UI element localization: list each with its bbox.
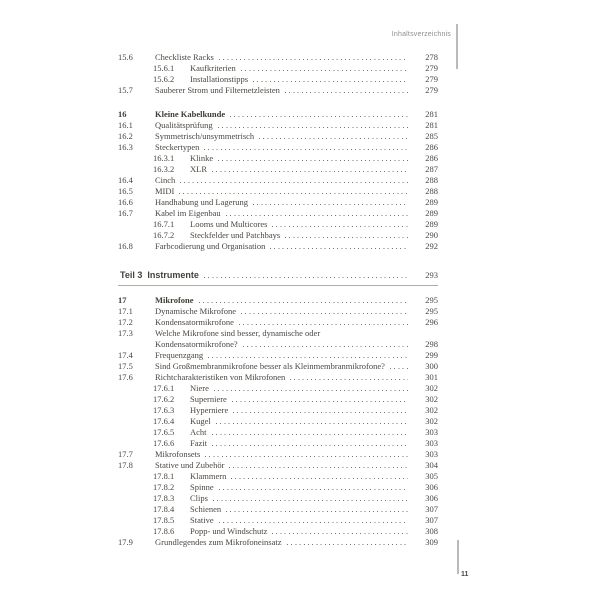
entry-number: 17.6.4 [153, 416, 175, 426]
entry-title: Farbcodierung und Organisation [155, 241, 266, 251]
entry-number: 17.6.1 [153, 383, 175, 393]
entry-number: 16.7.2 [153, 230, 175, 240]
dotted-leader [272, 226, 408, 227]
toc-row [118, 438, 438, 449]
toc-row [118, 482, 438, 493]
entry-title: Hyperniere [190, 405, 229, 415]
entry-page: 302 [425, 416, 438, 426]
entry-page: 301 [425, 372, 438, 382]
entry-number: 17.3 [118, 328, 133, 338]
entry-title: Kleine Kabelkunde [155, 109, 226, 119]
entry-page: 289 [425, 197, 438, 207]
dotted-leader [325, 335, 408, 336]
dotted-leader [218, 127, 408, 128]
entry-page: 278 [425, 52, 438, 62]
toc-row [118, 74, 438, 85]
entry-number: 17.6.2 [153, 394, 175, 404]
entry-title: Grundlegendes zum Mikrofoneinsatz [155, 537, 282, 547]
toc-row [118, 515, 438, 526]
entry-number: 16.3.1 [153, 153, 175, 163]
entry-number: 16.4 [118, 175, 133, 185]
entry-title: Klinke [190, 153, 214, 163]
dotted-leader [230, 116, 408, 117]
entry-number: 15.6 [118, 52, 133, 62]
toc-row [118, 372, 438, 383]
dotted-leader [226, 511, 408, 512]
entry-number: 17.4 [118, 350, 133, 360]
entry-number: 17.8 [118, 460, 133, 470]
entry-title: XLR [190, 164, 207, 174]
entry-page: 279 [425, 85, 438, 95]
dotted-leader [231, 478, 408, 479]
dotted-leader [219, 522, 408, 523]
entry-number: 16.5 [118, 186, 133, 196]
entry-number: 17.9 [118, 537, 133, 547]
entry-page: 290 [425, 230, 438, 240]
entry-number: 17.5 [118, 361, 133, 371]
dotted-leader [204, 149, 408, 150]
entry-page: 305 [425, 471, 438, 481]
toc-row [118, 295, 438, 306]
entry-page: 295 [425, 295, 438, 305]
dotted-leader [290, 379, 408, 380]
dotted-leader [232, 401, 408, 402]
entry-number: 16.1 [118, 120, 133, 130]
toc-row [118, 52, 438, 63]
dotted-leader [241, 313, 408, 314]
toc-row [118, 197, 438, 208]
entry-number: 16.3 [118, 142, 133, 152]
toc-row [118, 328, 438, 339]
entry-title: Niere [190, 383, 209, 393]
dotted-leader [212, 445, 408, 446]
entry-title: Welche Mikrofone sind besser, dynamische oder [155, 328, 321, 338]
table-of-contents [118, 52, 438, 548]
entry-title: MIDI [155, 186, 175, 196]
dotted-leader [253, 81, 408, 82]
dotted-leader [180, 182, 408, 183]
entry-number: 16.6 [118, 197, 133, 207]
entry-title: Kugel [190, 416, 211, 426]
dotted-leader [226, 215, 408, 216]
toc-row [118, 383, 438, 394]
toc-row [118, 317, 438, 328]
toc-row [118, 537, 438, 548]
entry-title: Clips [190, 493, 208, 503]
toc-row [118, 208, 438, 219]
entry-page: 286 [425, 142, 438, 152]
toc-row [118, 85, 438, 96]
entry-number: 17.8.3 [153, 493, 175, 503]
toc-section [118, 109, 438, 252]
entry-page: 300 [425, 361, 438, 371]
toc-row [118, 504, 438, 515]
toc-row [118, 63, 438, 74]
dotted-leader [259, 138, 408, 139]
toc-section [118, 295, 438, 548]
entry-title: Richtcharakteristiken von Mikrofonen [155, 372, 286, 382]
dotted-leader [253, 204, 408, 205]
footer-divider-rule [457, 540, 459, 574]
entry-number: 15.7 [118, 85, 133, 95]
entry-title: Kondensatormikrofone [155, 317, 234, 327]
entry-page: 292 [425, 241, 438, 251]
entry-title: Qualitätsprüfung [155, 120, 213, 130]
entry-page: 279 [425, 63, 438, 73]
toc-row [118, 405, 438, 416]
toc-row [118, 427, 438, 438]
entry-number: 17 [118, 295, 127, 305]
dotted-leader [239, 324, 408, 325]
toc-row [118, 109, 438, 120]
toc-row [118, 131, 438, 142]
toc-row [118, 120, 438, 131]
dotted-leader [208, 357, 408, 358]
entry-number: 15.6.2 [153, 74, 175, 84]
toc-row [118, 142, 438, 153]
dotted-leader [287, 544, 408, 545]
page-number: 11 [461, 571, 469, 578]
entry-page: 303 [425, 427, 438, 437]
dotted-leader [212, 434, 408, 435]
entry-page: 306 [425, 482, 438, 492]
entry-page: 309 [425, 537, 438, 547]
entry-page: 279 [425, 74, 438, 84]
toc-row [118, 361, 438, 372]
entry-title: Steckfelder und Patchbays [190, 230, 281, 240]
toc-row [118, 186, 438, 197]
toc-row [118, 219, 438, 230]
toc-row [118, 339, 438, 350]
dotted-leader [272, 533, 408, 534]
entry-title: Steckertypen [155, 142, 200, 152]
toc-row [118, 153, 438, 164]
toc-row [118, 460, 438, 471]
entry-title: Spinne [190, 482, 214, 492]
toc-part-row [118, 269, 438, 286]
entry-title: Mikrofonsets [155, 449, 201, 459]
dotted-leader [270, 248, 408, 249]
entry-page: 281 [425, 109, 438, 119]
entry-number: 16 [118, 109, 127, 119]
entry-page: 281 [425, 120, 438, 130]
entry-title: Mikrofone [155, 295, 194, 305]
entry-page: 288 [425, 186, 438, 196]
entry-page: 289 [425, 208, 438, 218]
entry-page: 288 [425, 175, 438, 185]
toc-row [118, 175, 438, 186]
entry-number: 15.6.1 [153, 63, 175, 73]
entry-number: 17.8.4 [153, 504, 175, 514]
entry-page: 302 [425, 394, 438, 404]
entry-number: 17.6 [118, 372, 133, 382]
toc-row [118, 230, 438, 241]
entry-title: Stative und Zubehör [155, 460, 225, 470]
dotted-leader [204, 277, 408, 278]
entry-page: 296 [425, 317, 438, 327]
entry-number: 17.8.2 [153, 482, 175, 492]
toc-row [118, 241, 438, 252]
dotted-leader [199, 302, 408, 303]
toc-row [118, 350, 438, 361]
entry-page: 306 [425, 493, 438, 503]
dotted-leader [213, 500, 408, 501]
toc-row [118, 306, 438, 317]
dotted-leader [219, 59, 408, 60]
entry-number: 17.8.6 [153, 526, 175, 536]
entry-number: 16.7.1 [153, 219, 175, 229]
dotted-leader [214, 390, 408, 391]
entry-title: Superniere [190, 394, 227, 404]
entry-title: Sind Großmembranmikrofone besser als Kleinmembranmikrofone? [155, 361, 385, 371]
entry-number: 16.2 [118, 131, 133, 141]
entry-title: Popp- und Windschutz [190, 526, 268, 536]
entry-number: 17.7 [118, 449, 133, 459]
entry-title: Kabel im Eigenbau [155, 208, 221, 218]
dotted-leader [285, 92, 408, 93]
entry-page: 287 [425, 164, 438, 174]
dotted-leader [179, 193, 408, 194]
dotted-leader [241, 70, 408, 71]
entry-number: 16.3.2 [153, 164, 175, 174]
running-header: Inhaltsverzeichnis [391, 31, 451, 38]
dotted-leader [390, 368, 408, 369]
dotted-leader [219, 489, 408, 490]
dotted-leader [216, 423, 408, 424]
entry-page: 303 [425, 438, 438, 448]
entry-title: Kaufkriterien [190, 63, 236, 73]
entry-title: Checkliste Racks [155, 52, 214, 62]
entry-number: 17.2 [118, 317, 133, 327]
entry-page: 298 [425, 339, 438, 349]
entry-page: 289 [425, 219, 438, 229]
entry-page: 285 [425, 131, 438, 141]
toc-row [118, 449, 438, 460]
entry-title: Acht [190, 427, 207, 437]
toc-part-section [118, 269, 438, 286]
entry-number: 17.8.5 [153, 515, 175, 525]
toc-row [118, 471, 438, 482]
entry-title: Stative [190, 515, 214, 525]
entry-number: 16.8 [118, 241, 133, 251]
entry-title: Sauberer Strom und Filternetzleisten [155, 85, 280, 95]
entry-title: Symmetrisch/unsymmetrisch [155, 131, 255, 141]
entry-page: 302 [425, 383, 438, 393]
entry-page: 308 [425, 526, 438, 536]
toc-row [118, 164, 438, 175]
toc-section [118, 52, 438, 96]
part-label: Teil 3 [120, 270, 143, 280]
entry-title: Kondensatormikrofone? [155, 339, 238, 349]
entry-page: 299 [425, 350, 438, 360]
dotted-leader [212, 171, 408, 172]
entry-number: 17.1 [118, 306, 133, 316]
toc-row [118, 394, 438, 405]
entry-number: 17.8.1 [153, 471, 175, 481]
entry-page: 307 [425, 504, 438, 514]
entry-page: 293 [425, 270, 438, 280]
entry-number: 17.6.5 [153, 427, 175, 437]
dotted-leader [285, 237, 408, 238]
entry-page: 295 [425, 306, 438, 316]
entry-title: Frequenzgang [155, 350, 204, 360]
dotted-leader [229, 467, 408, 468]
toc-row [118, 526, 438, 537]
entry-title: Looms und Multicores [190, 219, 268, 229]
entry-title: Dynamische Mikrofone [155, 306, 236, 316]
entry-page: 304 [425, 460, 438, 470]
toc-row [118, 416, 438, 427]
dotted-leader [218, 160, 408, 161]
entry-page: 303 [425, 449, 438, 459]
entry-page: 302 [425, 405, 438, 415]
entry-title: Fazit [190, 438, 207, 448]
entry-title: Schienen [190, 504, 222, 514]
entry-title: Klammern [190, 471, 227, 481]
entry-title: Installationstipps [190, 74, 249, 84]
entry-number: 17.6.3 [153, 405, 175, 415]
toc-row [118, 493, 438, 504]
entry-page: 286 [425, 153, 438, 163]
part-title: Instrumente [147, 270, 199, 280]
entry-page: 307 [425, 515, 438, 525]
header-divider-rule [456, 24, 458, 69]
entry-title: Cinch [155, 175, 176, 185]
entry-title: Handhabung und Lagerung [155, 197, 249, 207]
entry-number: 16.7 [118, 208, 133, 218]
dotted-leader [205, 456, 408, 457]
entry-number: 17.6.6 [153, 438, 175, 448]
dotted-leader [233, 412, 408, 413]
dotted-leader [243, 346, 408, 347]
